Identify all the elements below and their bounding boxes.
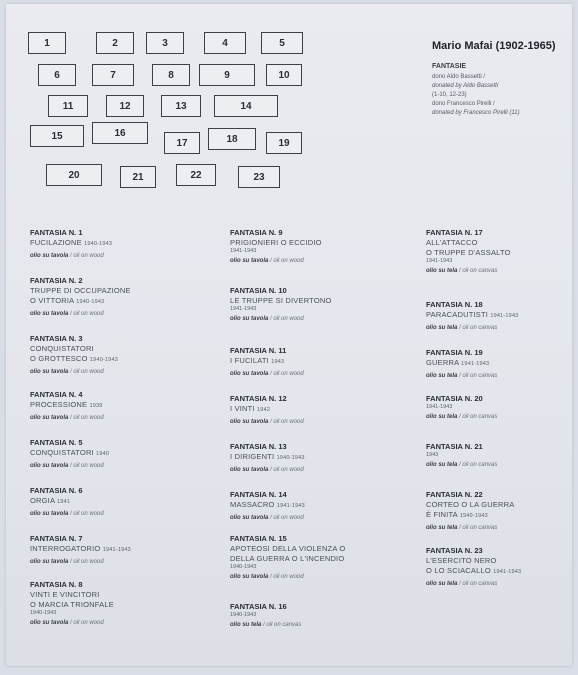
entry-year: 1941-1943 [230, 306, 257, 312]
entry-title-line: L'ESERCITO NERO [426, 556, 497, 565]
entry-number: FANTASIA N. 5 [30, 438, 83, 447]
entry-year: 1940-1943 [84, 241, 113, 247]
entry-title-line: DELLA GUERRA O L'INCENDIO [230, 554, 345, 563]
donor-1-it: dono Aldo Bassetti / [432, 74, 486, 80]
entry-number: FANTASIA N. 18 [426, 300, 483, 309]
grid-box-1: 1 [28, 32, 66, 54]
donor-1-range: (1-10, 12-23) [432, 92, 467, 98]
entry-title-line: O LO SCIACALLO 1941-1943 [426, 566, 522, 575]
artwork-entry [30, 438, 109, 471]
entry-title-line: FUCILAZIONE 1940-1943 [30, 238, 113, 247]
entry-medium: olio su tavola / oil on wood [230, 371, 304, 377]
grid-box-18: 18 [208, 128, 256, 150]
artwork-entry [230, 394, 304, 427]
entry-title-line: VINTI E VINCITORI [30, 590, 100, 599]
entry-title-line: MASSACRO 1941-1943 [230, 500, 305, 509]
entry-medium: olio su tela / oil on canvas [426, 373, 498, 379]
entry-year: 1943 [426, 452, 439, 458]
entry-number: FANTASIA N. 21 [426, 442, 483, 451]
entry-medium: olio su tavola / oil on wood [230, 419, 304, 425]
entry-number: FANTASIA N. 16 [230, 602, 287, 611]
entry-title-line: I FUCILATI 1943 [230, 356, 285, 365]
artwork-entry [426, 442, 497, 470]
entry-number: FANTASIA N. 1 [30, 228, 83, 237]
entry-year: 1940-1943 [230, 564, 257, 570]
entry-medium: olio su tavola / oil on wood [30, 511, 104, 517]
grid-box-22: 22 [176, 164, 216, 186]
entry-year: 1940-1943 [276, 455, 305, 461]
entry-number: FANTASIA N. 8 [30, 580, 83, 589]
entry-title-line: O MARCIA TRIONFALE [30, 600, 114, 609]
entry-year: 1941-1943 [102, 547, 131, 553]
entry-year: 1940-1943 [230, 612, 257, 618]
entry-year: 1940-1943 [30, 610, 57, 616]
entry-medium: olio su tavola / oil on wood [30, 253, 104, 259]
grid-box-9: 9 [199, 64, 255, 86]
entry-year: 1940-1943 [89, 357, 119, 363]
wall-label-panel [6, 4, 572, 666]
entry-year: 1941-1943 [276, 503, 305, 509]
entry-number: FANTASIA N. 17 [426, 228, 483, 237]
entry-medium: olio su tela / oil on canvas [426, 525, 498, 531]
entry-medium: olio su tela / oil on canvas [426, 325, 498, 331]
artwork-entry [426, 228, 511, 276]
entry-medium: olio su tavola / oil on wood [230, 258, 304, 264]
grid-box-6: 6 [38, 64, 76, 86]
grid-box-14: 14 [214, 95, 278, 117]
grid-box-7: 7 [92, 64, 134, 86]
entry-title-line: O TRUPPE D'ASSALTO [426, 248, 511, 257]
entry-medium: olio su tavola / oil on wood [230, 467, 304, 473]
artwork-entry [30, 580, 114, 628]
grid-box-20: 20 [46, 164, 102, 186]
entry-number: FANTASIA N. 7 [30, 534, 83, 543]
entry-title-line: O GROTTESCO 1940-1943 [30, 354, 119, 363]
entry-year: 1943 [271, 359, 285, 365]
entry-number: FANTASIA N. 20 [426, 394, 483, 403]
entry-medium: olio su tavola / oil on wood [230, 515, 304, 521]
donation-credits [432, 73, 572, 118]
entry-number: FANTASIA N. 19 [426, 348, 483, 357]
entry-medium: olio su tela / oil on canvas [426, 581, 498, 587]
entry-title-line: CORTEO O LA GUERRA [426, 500, 515, 509]
entry-number: FANTASIA N. 6 [30, 486, 83, 495]
artwork-entry [230, 602, 301, 630]
grid-box-13: 13 [161, 95, 201, 117]
grid-box-3: 3 [146, 32, 184, 54]
artwork-entry [426, 348, 497, 381]
grid-box-2: 2 [96, 32, 134, 54]
entry-number: FANTASIA N. 12 [230, 394, 287, 403]
grid-box-15: 15 [30, 125, 84, 147]
entry-title-line: CONQUISTATORI [30, 344, 94, 353]
artwork-entry [30, 334, 118, 377]
artist-name: Mario Mafai (1902-1965) [432, 40, 556, 52]
entry-title-line: INTERROGATORIO 1941-1943 [30, 544, 131, 553]
grid-box-19: 19 [266, 132, 302, 154]
entry-title-line: GUERRA 1941-1943 [426, 358, 490, 367]
entry-title-line: CONQUISTATORI 1940 [30, 448, 110, 457]
entry-year: 1941-1943 [490, 313, 519, 319]
grid-box-10: 10 [266, 64, 302, 86]
grid-box-23: 23 [238, 166, 280, 188]
artwork-entry [426, 490, 514, 533]
artwork-entry [30, 228, 112, 261]
entry-number: FANTASIA N. 3 [30, 334, 83, 343]
donor-2-en: donated by Francesco Pirelli (11) [432, 110, 520, 116]
entry-title-line: APOTEOSI DELLA VIOLENZA O [230, 544, 346, 553]
entry-number: FANTASIA N. 23 [426, 546, 483, 555]
entry-title-line: PROCESSIONE 1939 [30, 400, 103, 409]
entry-number: FANTASIA N. 13 [230, 442, 287, 451]
entry-medium: olio su tela / oil on canvas [230, 622, 302, 628]
entry-medium: olio su tavola / oil on wood [230, 574, 304, 580]
artwork-entry [426, 546, 521, 589]
entry-title-line: PRIGIONIERI O ECCIDIO [230, 238, 322, 247]
artwork-entry [230, 534, 345, 582]
entry-title-line: È FINITA 1940-1943 [426, 510, 488, 519]
grid-box-4: 4 [204, 32, 246, 54]
entry-number: FANTASIA N. 11 [230, 346, 287, 355]
entry-year: 1941 [57, 499, 71, 505]
grid-box-16: 16 [92, 122, 148, 144]
entry-number: FANTASIA N. 10 [230, 286, 287, 295]
donor-1-en: donated by Aldo Bassetti [432, 83, 499, 89]
entry-year: 1941-1943 [426, 404, 453, 410]
entry-medium: olio su tavola / oil on wood [30, 311, 104, 317]
entry-number: FANTASIA N. 22 [426, 490, 483, 499]
artwork-entry [30, 276, 131, 319]
grid-box-11: 11 [48, 95, 88, 117]
entry-title-line: ALL'ATTACCO [426, 238, 478, 247]
entry-number: FANTASIA N. 9 [230, 228, 283, 237]
series-title: FANTASIE [432, 63, 467, 70]
entry-medium: olio su tela / oil on canvas [426, 414, 498, 420]
artwork-entry [230, 490, 305, 523]
entry-medium: olio su tavola / oil on wood [230, 316, 304, 322]
entry-medium: olio su tela / oil on canvas [426, 462, 498, 468]
entry-year: 1941-1943 [493, 569, 522, 575]
entry-title-line: ORGIA 1941 [30, 496, 71, 505]
artwork-entry [230, 442, 305, 475]
entry-year: 1940-1943 [459, 513, 488, 519]
entry-medium: olio su tavola / oil on wood [30, 559, 104, 565]
grid-box-12: 12 [106, 95, 144, 117]
entry-year: 1940 [96, 451, 110, 457]
artwork-entry [30, 486, 104, 519]
grid-box-21: 21 [120, 166, 156, 188]
entry-title-line: I VINTI 1942 [230, 404, 271, 413]
entry-medium: olio su tela / oil on canvas [426, 268, 498, 274]
grid-box-8: 8 [152, 64, 190, 86]
entry-title-line: O VITTORIA 1940-1943 [30, 296, 105, 305]
artwork-entry [230, 228, 322, 266]
entry-number: FANTASIA N. 14 [230, 490, 287, 499]
artwork-entry [426, 394, 497, 422]
entry-medium: olio su tavola / oil on wood [30, 463, 104, 469]
entry-year: 1939 [89, 403, 103, 409]
entry-number: FANTASIA N. 4 [30, 390, 83, 399]
entry-title-line: PARACADUTISTI 1941-1943 [426, 310, 519, 319]
artwork-entry [30, 390, 104, 423]
grid-box-17: 17 [164, 132, 200, 154]
donor-2-it: dono Francesco Pirelli / [432, 101, 495, 107]
entry-year: 1940-1943 [76, 299, 105, 305]
artwork-entry [30, 534, 131, 567]
entry-year: 1942 [257, 407, 271, 413]
entry-medium: olio su tavola / oil on wood [30, 369, 104, 375]
entry-number: FANTASIA N. 2 [30, 276, 83, 285]
entry-title-line: TRUPPE DI OCCUPAZIONE [30, 286, 131, 295]
artwork-entry [230, 346, 304, 379]
entry-number: FANTASIA N. 15 [230, 534, 287, 543]
entry-year: 1941-1943 [230, 248, 257, 254]
artwork-entry [426, 300, 518, 333]
entry-title-line: I DIRIGENTI 1940-1943 [230, 452, 305, 461]
entry-medium: olio su tavola / oil on wood [30, 620, 104, 626]
entry-year: 1941-1943 [426, 258, 453, 264]
grid-box-5: 5 [261, 32, 303, 54]
entry-year: 1941-1943 [461, 361, 490, 367]
entry-title-line: LE TRUPPE SI DIVERTONO [230, 296, 332, 305]
artwork-entry [230, 286, 332, 324]
entry-medium: olio su tavola / oil on wood [30, 415, 104, 421]
